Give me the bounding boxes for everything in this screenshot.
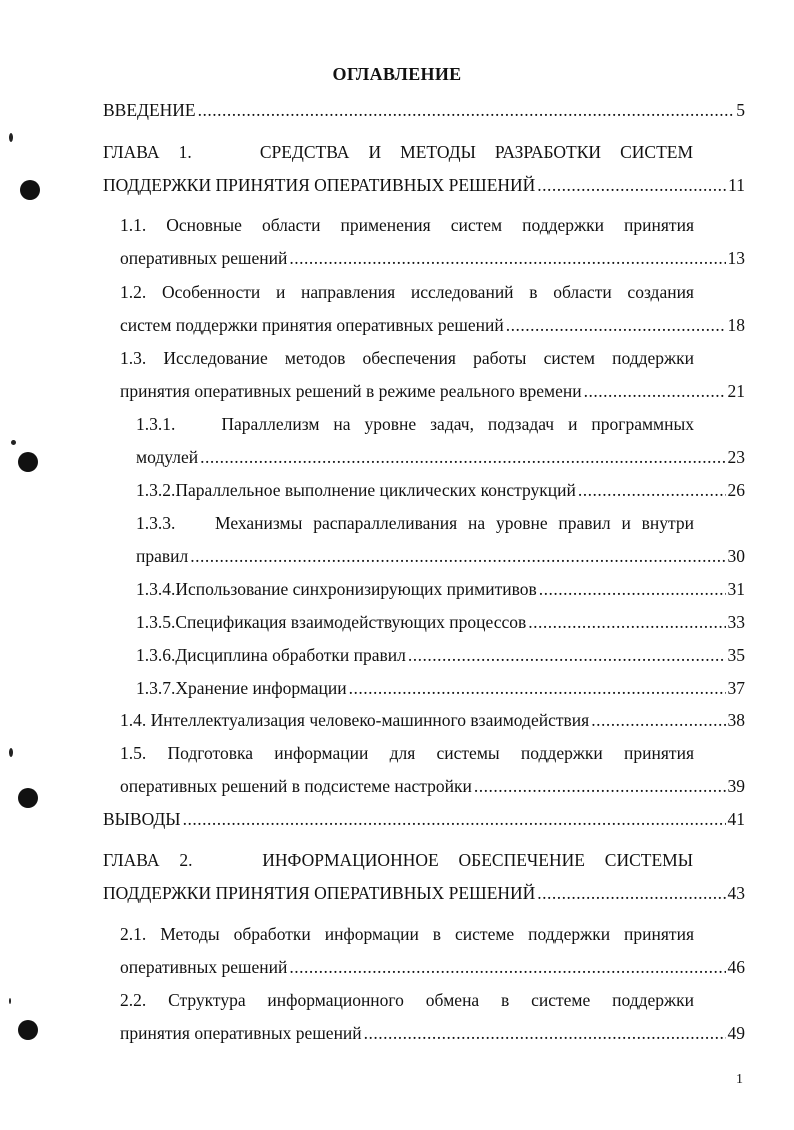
subsection-number: 1.3.2.: [136, 480, 176, 500]
toc-subsection-1-3-2[interactable]: [136, 478, 745, 502]
toc-page-number: 30: [727, 546, 745, 566]
toc-section-2-2-line1[interactable]: [120, 988, 694, 1012]
toc-subsection-1-3-1-line1[interactable]: [136, 412, 694, 436]
toc-page-number: 46: [727, 957, 745, 977]
subsection-title: Параллельное выполнение циклических конструкций: [175, 480, 576, 500]
toc-section-1-4[interactable]: [120, 708, 745, 732]
toc-page-number: 13: [727, 248, 745, 268]
toc-page-number: 23: [727, 447, 745, 467]
toc-entry-label: ВЫВОДЫ: [103, 809, 181, 829]
chapter-title: СРЕДСТВА И МЕТОДЫ РАЗРАБОТКИ СИСТЕМ: [259, 142, 694, 162]
toc-chapter-2-line2[interactable]: [103, 881, 745, 905]
binder-hole-1: [20, 180, 40, 200]
section-title: 1.3. Исследование методов обеспечения работы систем поддержки: [120, 348, 694, 368]
scan-speck: [9, 748, 13, 757]
leader-dots: [198, 98, 735, 122]
toc-page-number: 41: [727, 809, 745, 829]
toc-entry-intro[interactable]: [103, 98, 745, 122]
section-title: 1.5. Подготовка информации для системы поддержки принятия: [120, 743, 694, 763]
leader-dots: [537, 173, 726, 197]
page-number: 1: [736, 1072, 743, 1087]
toc-heading: ОГЛАВЛЕНИЕ: [332, 64, 462, 84]
scan-speck: [9, 998, 11, 1004]
toc-section-1-2-line1[interactable]: [120, 280, 694, 304]
leader-dots: [528, 610, 725, 634]
toc-section-2-1-line1[interactable]: [120, 922, 694, 946]
toc-section-1-5-line1[interactable]: [120, 741, 694, 765]
subsection-title: Спецификация взаимодействующих процессов: [175, 612, 527, 632]
toc-page-number: 49: [727, 1023, 745, 1043]
toc-page-number: 18: [727, 315, 745, 335]
toc-page-number: 5: [736, 100, 745, 120]
subsection-number: 1.3.5.: [136, 612, 176, 632]
toc-section-2-2-line2[interactable]: [120, 1021, 745, 1045]
toc-page-number: 33: [727, 612, 745, 632]
toc-page-number: 38: [727, 710, 745, 730]
toc-page-number: 11: [728, 175, 745, 195]
toc-section-2-1-line2[interactable]: [120, 955, 745, 979]
toc-page-number: 26: [727, 480, 745, 500]
leader-dots: [537, 881, 725, 905]
section-title-cont: систем поддержки принятия оперативных решений: [120, 315, 504, 335]
subsection-title: Параллелизм на уровне задач, подзадач и программных: [221, 414, 694, 434]
toc-section-1-3-line2[interactable]: [120, 379, 745, 403]
binder-hole-4: [18, 1020, 38, 1040]
toc-subsection-1-3-3-line1[interactable]: [136, 511, 694, 535]
scan-speck: [9, 133, 13, 142]
subsection-title-cont: модулей: [136, 447, 199, 467]
subsection-title: Механизмы распараллеливания на уровне правил и внутри: [215, 513, 694, 533]
leader-dots: [506, 313, 726, 337]
leader-dots: [539, 577, 726, 601]
subsection-number: 1.3.1.: [136, 414, 176, 434]
toc-subsection-1-3-5[interactable]: [136, 610, 745, 634]
scan-speck: [11, 440, 16, 445]
toc-subsection-1-3-3-line2[interactable]: [136, 544, 745, 568]
chapter-title-cont: ПОДДЕРЖКИ ПРИНЯТИЯ ОПЕРАТИВНЫХ РЕШЕНИЙ: [103, 175, 536, 195]
section-title: 1.2. Особенности и направления исследований в области создания: [120, 282, 694, 302]
subsection-title: Использование синхронизирующих примитивов: [175, 579, 537, 599]
toc-page-number: 31: [727, 579, 745, 599]
binder-hole-3: [18, 788, 38, 808]
toc-subsection-1-3-6[interactable]: [136, 643, 745, 667]
leader-dots: [364, 1021, 726, 1045]
toc-subsection-1-3-7[interactable]: [136, 676, 745, 700]
toc-section-1-1-line1[interactable]: [120, 213, 694, 237]
section-title: 1.1. Основные области применения систем поддержки принятия: [120, 215, 694, 235]
subsection-title: Дисциплина обработки правил: [175, 645, 406, 665]
subsection-title-cont: правил: [136, 546, 189, 566]
subsection-number: 1.3.6.: [136, 645, 176, 665]
leader-dots: [289, 246, 725, 270]
binder-hole-2: [18, 452, 38, 472]
toc-chapter-1-line1[interactable]: [103, 140, 693, 164]
chapter-title: ИНФОРМАЦИОННОЕ ОБЕСПЕЧЕНИЕ СИСТЕМЫ: [262, 850, 693, 870]
section-title: 2.2. Структура информационного обмена в системе поддержки: [120, 990, 694, 1010]
section-title: 1.4. Интеллектуализация человеко-машинного взаимодействия: [120, 710, 590, 730]
leader-dots: [289, 955, 725, 979]
leader-dots: [349, 676, 726, 700]
toc-section-1-5-line2[interactable]: [120, 774, 745, 798]
leader-dots: [474, 774, 726, 798]
toc-entry-conclusions[interactable]: [103, 807, 745, 831]
section-title-cont: принятия оперативных решений в режиме реального времени: [120, 381, 582, 401]
section-title-cont: оперативных решений: [120, 248, 288, 268]
toc-subsection-1-3-1-line2[interactable]: [136, 445, 745, 469]
leader-dots: [190, 544, 725, 568]
subsection-number: 1.3.4.: [136, 579, 176, 599]
toc-chapter-2-line1[interactable]: [103, 848, 693, 872]
toc-section-1-1-line2[interactable]: [120, 246, 745, 270]
leader-dots: [578, 478, 726, 502]
leader-dots: [200, 445, 725, 469]
toc-page-number: 43: [727, 883, 745, 903]
toc-page-number: 37: [727, 678, 745, 698]
leader-dots: [408, 643, 726, 667]
toc-page-number: 35: [727, 645, 745, 665]
toc-subsection-1-3-4[interactable]: [136, 577, 745, 601]
chapter-title-cont: ПОДДЕРЖКИ ПРИНЯТИЯ ОПЕРАТИВНЫХ РЕШЕНИЙ: [103, 883, 536, 903]
leader-dots: [183, 807, 726, 831]
subsection-title: Хранение информации: [175, 678, 347, 698]
toc-chapter-1-line2[interactable]: [103, 173, 745, 197]
section-title: 2.1. Методы обработки информации в системе поддержки принятия: [120, 924, 694, 944]
chapter-number: ГЛАВА 1.: [103, 142, 192, 162]
leader-dots: [584, 379, 726, 403]
section-title-cont: оперативных решений в подсистеме настройки: [120, 776, 472, 796]
section-title-cont: оперативных решений: [120, 957, 288, 977]
toc-entry-label: ВВЕДЕНИЕ: [103, 100, 196, 120]
subsection-number: 1.3.3.: [136, 513, 176, 533]
leader-dots: [591, 708, 725, 732]
subsection-number: 1.3.7.: [136, 678, 176, 698]
toc-page-number: 39: [727, 776, 745, 796]
section-title-cont: принятия оперативных решений: [120, 1023, 362, 1043]
toc-section-1-2-line2[interactable]: [120, 313, 745, 337]
chapter-number: ГЛАВА 2.: [103, 850, 193, 870]
toc-page-number: 21: [727, 381, 745, 401]
toc-section-1-3-line1[interactable]: [120, 346, 694, 370]
